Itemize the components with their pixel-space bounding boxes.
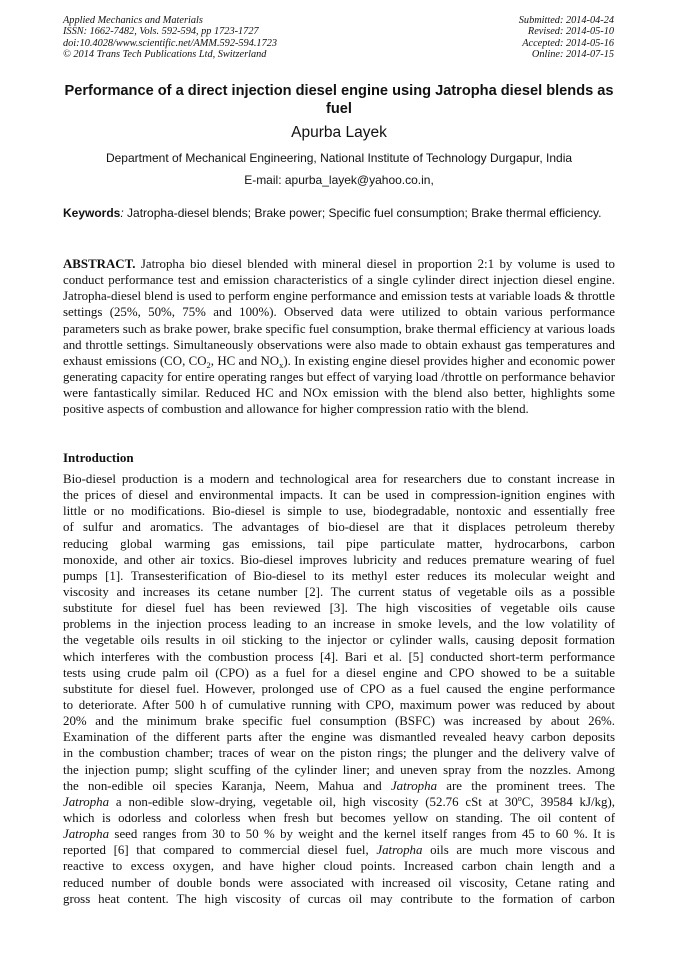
intro-line: reactive to excess oxygen, and have higher cloud points. Increased carbon chain length and a: [63, 859, 615, 874]
keywords-label: Keywords: [63, 206, 121, 220]
intro-line: which is odorless and colorless when fresh but becomes yellow on standing. The oil content of: [63, 810, 615, 825]
intro-line: reducing global warming gas emissions, tail pipe particulate matter, hydrocarbons, carbon: [63, 536, 615, 551]
intro-line: gross heat content. The high viscosity of curcas oil may contribute to the formation of carbon: [63, 891, 615, 906]
publication-dates: [519, 15, 614, 60]
intro-line: of sulfur and aromatics. The advantages of bio-diesel are that it displaces petroleum thereby: [63, 520, 615, 535]
introduction-body: [63, 471, 615, 907]
author-affiliation: Department of Mechanical Engineering, National Institute of Technology Durgapur, India: [105, 151, 573, 165]
intro-line: to deteriorate. After 500 h of cumulative running with CPO, maximum power was reduced by about: [63, 697, 615, 712]
intro-line: Bio-diesel production is a modern and technological area for researchers due to constant increase in: [63, 472, 615, 486]
intro-line: the vegetable oils results in oil sticking to the injector or cylinder walls, causing deposit formation: [63, 633, 615, 648]
copyright-line: © 2014 Trans Tech Publications Ltd, Switzerland: [63, 48, 267, 60]
degree-superscript: o: [517, 793, 522, 803]
abstract-text-c: ). In existing engine diesel provides higher and economic power generating capacity for entire operating ranges but effect of varying load /throttle on performance behavior were fantastically similar. Reduced HC and NOx emission with the blend also better, highlights some positive aspects of combustion and allowance for higher compression ratio with the blend.: [63, 353, 616, 417]
abstract-label: ABSTRACT.: [63, 257, 136, 271]
author-name: Apurba Layek: [291, 124, 387, 141]
journal-info: [63, 15, 277, 60]
author-email[interactable]: E-mail: apurba_layek@yahoo.co.in,: [244, 173, 434, 187]
keywords-text: Jatropha-diesel blends; Brake power; Specific fuel consumption; Brake thermal efficiency.: [123, 206, 602, 220]
revised-date: Revised: 2014-05-10: [527, 26, 614, 38]
intro-line: in the combustion chamber; traces of wear on the piston rings; the plunger and the delivery valve of: [63, 746, 615, 761]
intro-line: little or no modifications. Bio-diesel is simple to use, biodegradable, nontoxic and essentially free: [63, 504, 615, 519]
intro-line: tests using crude palm oil (CPO) as a fuel for a diesel engine and CPO showed to be a suitable: [63, 665, 615, 680]
intro-line: which interferes with the combustion process [4]. Bari et al. [5] conducted short-term performance: [63, 649, 615, 664]
abstract-text-b: , HC and NO: [210, 353, 280, 368]
intro-line: Examination of the different parts after the engine was dismantled revealed heavy carbon deposits: [63, 730, 615, 745]
keywords-block: [63, 206, 615, 221]
intro-line: problems in the injection process leading to an increase in smoke levels, and the low volatility of: [63, 617, 615, 632]
accepted-date: Accepted: 2014-05-16: [522, 37, 614, 49]
intro-line: pumps [1]. Transesterification of Bio-diesel to its methyl ester reduces its molecular weight and: [63, 568, 615, 583]
intro-line: Jatropha a non-edible slow-drying, vegetable oil, high viscosity (52.76 cSt at 30$^o$C, 39584 kJ/kg),: [63, 793, 615, 809]
intro-line: reduced number of double bonds were associated with increased oil viscosity, Cetane rating and: [63, 875, 615, 890]
abstract-sub-2: 2: [206, 359, 211, 370]
abstract-sub-x: x: [279, 359, 284, 370]
submitted-date: Submitted: 2014-04-24: [518, 15, 614, 26]
online-date: Online: 2014-07-15: [531, 48, 614, 60]
intro-line: monoxide, and other air toxics. Bio-diesel improves lubricity and reduces premature wearing of fuel: [63, 552, 615, 567]
abstract-text-a: Jatropha bio diesel blended with mineral diesel in proportion 2:1 by volume is used to conduct performance test and emission characteristics of a single cylinder direct injection diesel engine. Jatropha-diesel blend is used to perform engine performance and emission tests at variable loads & throttle settings (25%, 50%, 75% and 100%). Observed data were utilized to obtain various performance parameters such as brake power, brake specific fuel consumption, brake thermal efficiency at various loads and throttle settings. Simultaneously observations were also made to obtain exhaust gas temperatures and exhaust emissions (CO, CO: [63, 257, 615, 368]
intro-line: viscosity and increases its cetane number [2]. The current status of vegetable oils as a possible: [63, 584, 615, 599]
intro-line: reported [6] that compared to commercial diesel fuel, Jatropha oils are much more viscous and: [63, 843, 615, 858]
issn-line: ISSN: 1662-7482, Vols. 592-594, pp 1723-1727: [63, 26, 259, 38]
intro-line: 20% and the minimum brake specific fuel consumption (BSFC) was increased by about 26%.: [63, 714, 615, 729]
introduction-heading: Introduction: [63, 450, 134, 465]
intro-line: Jatropha seed ranges from 30 to 50 % by weight and the kernel itself ranges from 45 to 60 %. It is: [63, 827, 615, 842]
paper-title: Performance of a direct injection diesel engine using Jatropha diesel blends as fuel: [64, 83, 614, 117]
journal-name: Applied Mechanics and Materials: [63, 15, 203, 26]
abstract-block: [63, 256, 615, 418]
keywords-colon: :: [120, 206, 124, 220]
intro-line: substitute for diesel fuel has been reviewed [3]. The high viscosities of vegetable oils cause: [63, 601, 615, 616]
intro-line: the injection pump; slight scuffing of the cylinder liner; and uneven spray from the nozzles. Among: [63, 762, 615, 777]
intro-line: substitute for diesel fuel. However, prolonged use of CPO as a fuel caused the engine performance: [63, 681, 615, 696]
doi-line[interactable]: doi:10.4028/www.scientific.net/AMM.592-594.1723: [63, 37, 278, 49]
intro-line: the prices of diesel and environmental impacts. It can be used in compression-ignition engines with: [63, 488, 615, 503]
intro-line: the non-edible oil species Karanja, Neem, Mahua and Jatropha are the prominent trees. The: [63, 778, 615, 793]
